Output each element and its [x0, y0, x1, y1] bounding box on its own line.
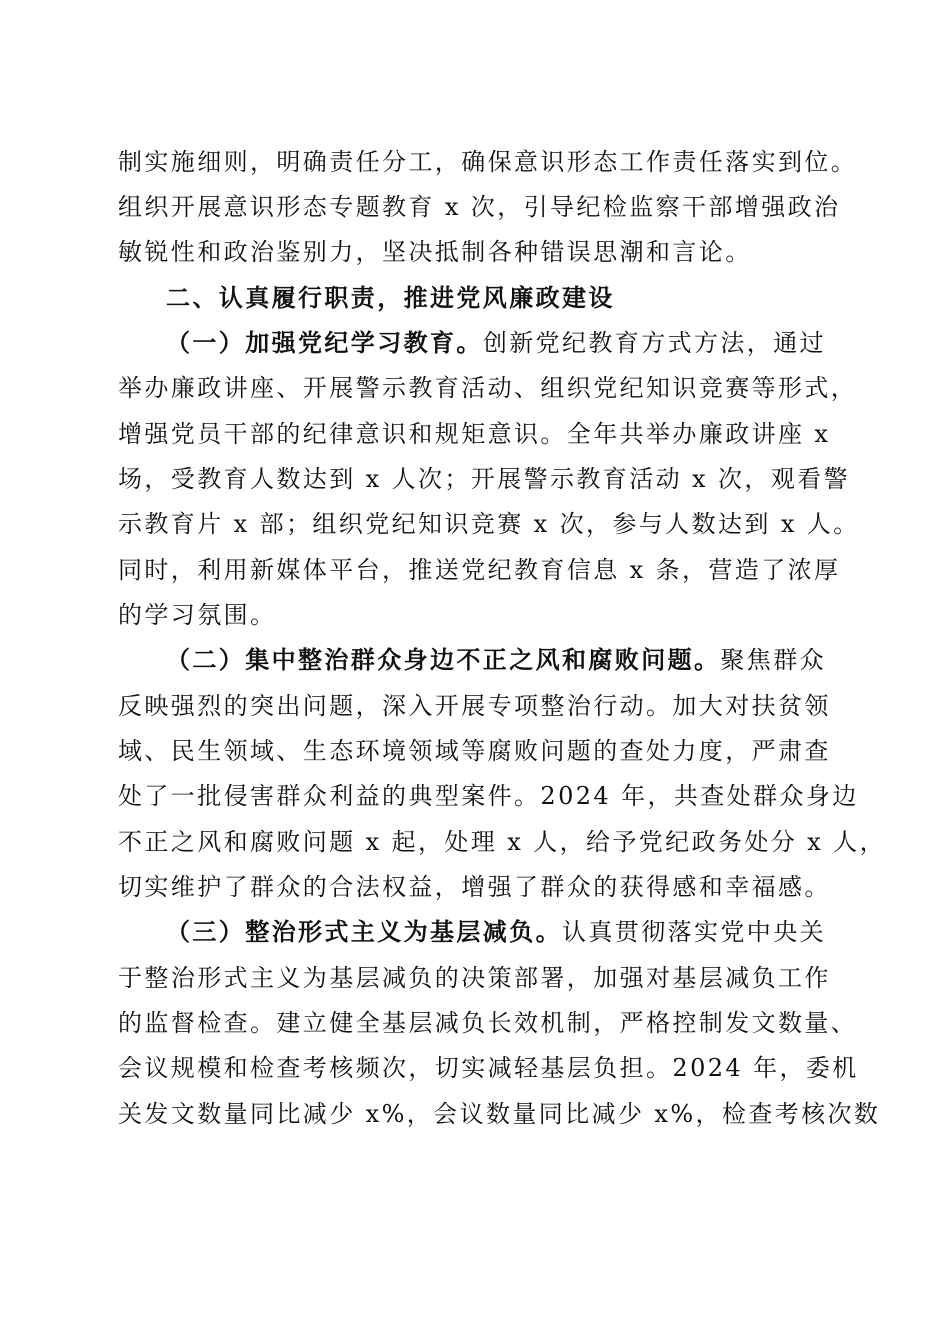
body-text-line: 的学习氛围。	[118, 601, 277, 629]
body-text-line: 增强党员干部的纪律意识和规矩意识。全年共举办廉政讲座 x	[118, 420, 831, 448]
body-text-line: 敏锐性和政治鉴别力，坚决抵制各种错误思潮和言论。	[118, 238, 752, 266]
body-text-line: 制实施细则，明确责任分工，确保意识形态工作责任落实到位。	[118, 148, 858, 176]
paragraph-first-line	[166, 645, 826, 675]
body-text-line: 域、民生领域、生态环境领域等腐败问题的查处力度，严肃查	[118, 737, 831, 765]
body-text-line: 于整治形式主义为基层减负的决策部署，加强对基层减负工作	[118, 964, 831, 992]
paragraph-text: 认真贯彻落实党中央关	[562, 918, 826, 946]
body-text-line: 会议规模和检查考核频次，切实减轻基层负担。2024 年，委机	[118, 1054, 859, 1082]
subsection-heading: （三）整治形式主义为基层减负。	[166, 917, 562, 946]
paragraph-text: 聚焦群众	[720, 646, 827, 674]
body-text-line: 示教育片 x 部；组织党纪知识竞赛 x 次，参与人数达到 x 人。	[118, 510, 860, 538]
paragraph-text: 创新党纪教育方式方法，通过	[482, 329, 827, 357]
body-text-line: 处了一批侵害群众利益的典型案件。2024 年，共查处群众身边	[118, 782, 859, 810]
body-text-line: 关发文数量同比减少 x%，会议数量同比减少 x%，检查考核次数	[118, 1100, 881, 1128]
paragraph-first-line	[166, 328, 826, 358]
body-text-line: 反映强烈的突出问题，深入开展专项整治行动。加大对扶贫领	[118, 692, 831, 720]
subsection-heading: （二）集中整治群众身边不正之风和腐败问题。	[166, 645, 721, 674]
body-text-line: 不正之风和腐败问题 x 起，处理 x 人，给予党纪政务处分 x 人，	[118, 828, 886, 856]
body-text-line: 举办廉政讲座、开展警示教育活动、组织党纪知识竞赛等形式，	[118, 374, 858, 402]
section-heading: 二、认真履行职责，推进党风廉政建设	[166, 283, 615, 312]
body-text-line: 场，受教育人数达到 x 人次；开展警示教育活动 x 次，观看警	[118, 465, 850, 493]
body-text-line: 组织开展意识形态专题教育 x 次，引导纪检监察干部增强政治	[118, 193, 841, 221]
body-text-line: 的监督检查。建立健全基层减负长效机制，严格控制发文数量、	[118, 1009, 858, 1037]
body-text-line: 切实维护了群众的合法权益，增强了群众的获得感和幸福感。	[118, 873, 831, 901]
body-text-line: 同时，利用新媒体平台，推送党纪教育信息 x 条，营造了浓厚	[118, 556, 841, 584]
paragraph-first-line	[166, 917, 826, 947]
subsection-heading: （一）加强党纪学习教育。	[166, 328, 483, 357]
